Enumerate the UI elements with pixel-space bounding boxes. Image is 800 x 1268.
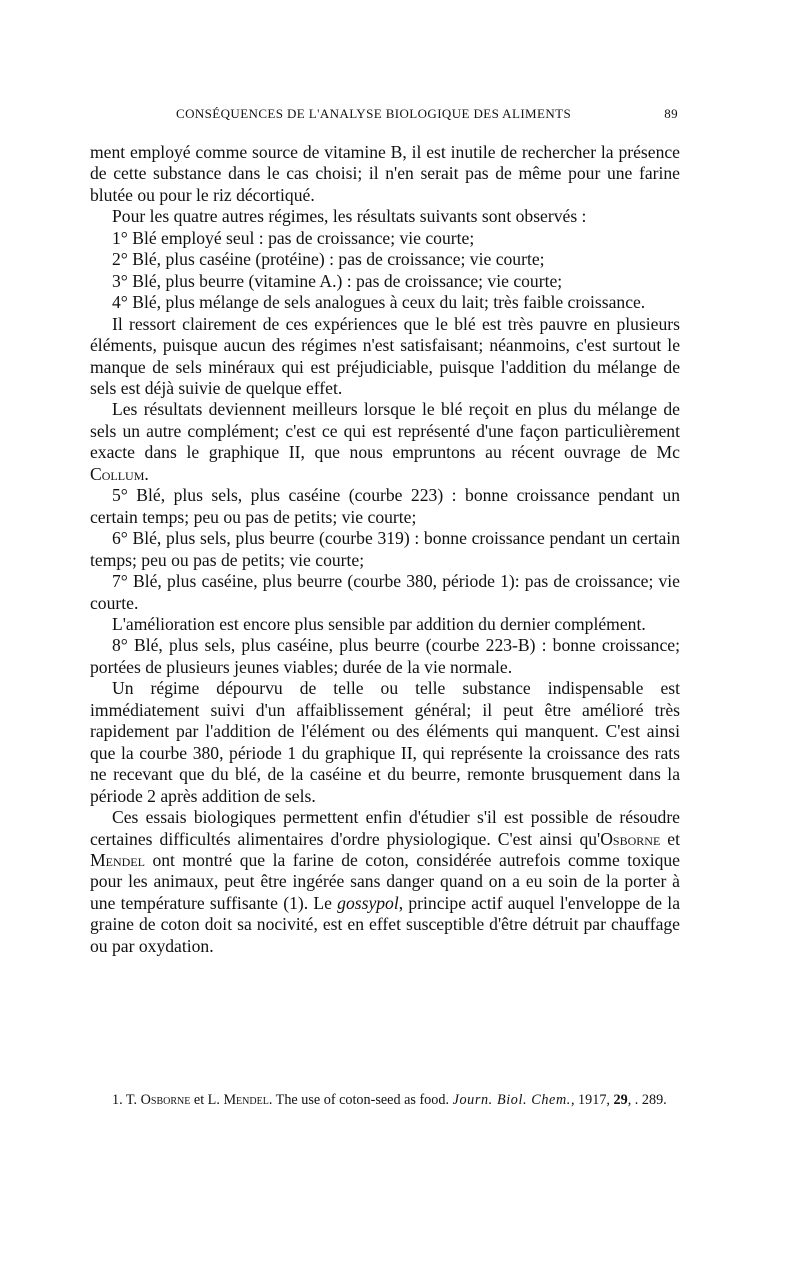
paragraph-continuation: ment employé comme source de vitamine B, il est inutile de rechercher la présence de cette substance dans le cas choisi; il n'en serait pas de même pour une farine blutée ou pour le riz décortiqué. [90,142,680,205]
running-header [90,106,680,126]
footnote-journal: Journ. Biol. Chem. [452,1092,571,1108]
page-number: 89 [664,106,678,121]
footnote-volume: 29 [613,1092,628,1108]
footnote-text-a: 1. T. [112,1092,141,1108]
footnote-text-c: . The use of coton-seed as food. [268,1092,453,1108]
footnote-author-mendel: Mendel [223,1092,269,1108]
paragraph-improvement: L'amélioration est encore plus sensible par addition du dernier complément. [112,613,646,634]
paragraph-results-text: Les résultats deviennent meilleurs lorsque le blé reçoit en plus du mélange de sels un autre complément; c'est ce qui est représenté d'une façon particulièrement exacte dans le graphique II, que nous empruntons au récent ouvrage de Mc [90,399,680,463]
paragraph-regimes-intro: Pour les quatre autres régimes, les résultats suivants sont observés : [112,206,587,227]
running-title: CONSÉQUENCES DE L'ANALYSE BIOLOGIQUE DES ALIMENTS [176,106,572,121]
author-name: Collum [90,463,145,484]
footnote-text-e: , . 289. [627,1092,667,1108]
paragraph-results-end: . [144,463,149,484]
body-text [90,142,680,957]
list-item-regime-7: 7° Blé, plus caséine, plus beurre (courbe 380, période 1): pas de croissance; vie courte. [90,571,680,613]
list-item-regime-6: 6° Blé, plus sels, plus beurre (courbe 319) : bonne croissance pendant un certain temps; peu ou pas de petits; vie courte; [90,528,680,570]
list-item-regime-5: 5° Blé, plus sels, plus caséine (courbe 223) : bonne croissance pendant un certain temps; peu ou pas de petits; vie courte; [90,485,680,527]
list-item-regime-3: 3° Blé, plus beurre (vitamine A.) : pas de croissance; vie courte; [112,270,563,291]
footnote-text-d: , 1917, [570,1092,614,1108]
list-item-regime-8: 8° Blé, plus sels, plus caséine, plus beurre (courbe 223-B) : bonne croissance; portées de plusieurs jeunes viables; durée de la vie normale. [90,635,680,677]
paragraph-tests-text-b: et [660,828,680,849]
paragraph-tests-text-a: Ces essais biologiques permettent enfin d'étudier s'il est possible de résoudre certaines difficultés alimentaires d'ordre physiologique. C'est ainsi qu' [90,807,680,849]
paragraph-deficiency: Un régime dépourvu de telle ou telle substance indispensable est immédiatement suivi d'un affaiblissement général; il peut être amélioré très rapidement par l'addition de l'élément ou des éléments qui manquent. C'est ainsi que la courbe 380, période 1 du graphique II, qui représente la croissance des rats ne recevant que du blé, de la caséine et du beurre, remonte brusquement dans la période 2 après addition de sels. [90,678,680,806]
paragraph-tests-text-c: ont montré que la farine de coton, considérée autrefois comme toxique pour les animaux, peut être ingérée sans danger quand on a eu soin de la porter à une température suffisante ( [90,849,680,913]
list-item-regime-4: 4° Blé, plus mélange de sels analogues à ceux du lait; très faible croissance. [112,292,646,313]
list-item-regime-2: 2° Blé, plus caséine (protéine) : pas de croissance; vie courte; [112,249,545,270]
footnote-author-osborne: Osborne [140,1092,191,1108]
list-item-regime-1: 1° Blé employé seul : pas de croissance; vie courte; [112,227,475,248]
footnote-reference: 1 [289,892,298,913]
term-gossypol: gossypol [337,892,399,913]
paragraph-biological-tests [90,807,680,957]
footnote-text-b: et L. [190,1092,224,1108]
paragraph-results [90,399,680,485]
paragraph-tests-text-e: , principe actif auquel l'enveloppe de la graine de coton doit sa nocivité, est en effet susceptible d'être détruit par chauffage ou par oxydation. [90,892,680,956]
author-name-mendel: Mendel [90,849,145,870]
author-name-osborne: Osborne [600,828,661,849]
paragraph-tests-text-d: ). Le [297,892,338,913]
footnote [90,1090,680,1111]
paragraph-conclusion: Il ressort clairement de ces expériences que le blé est très pauvre en plusieurs éléments, puisque aucun des régimes n'est satisfaisant; néanmoins, c'est surtout le manque de sels minéraux qui est préjudiciable, puisque l'addition du mélange de sels est déjà suivie de quelque effet. [90,313,680,398]
